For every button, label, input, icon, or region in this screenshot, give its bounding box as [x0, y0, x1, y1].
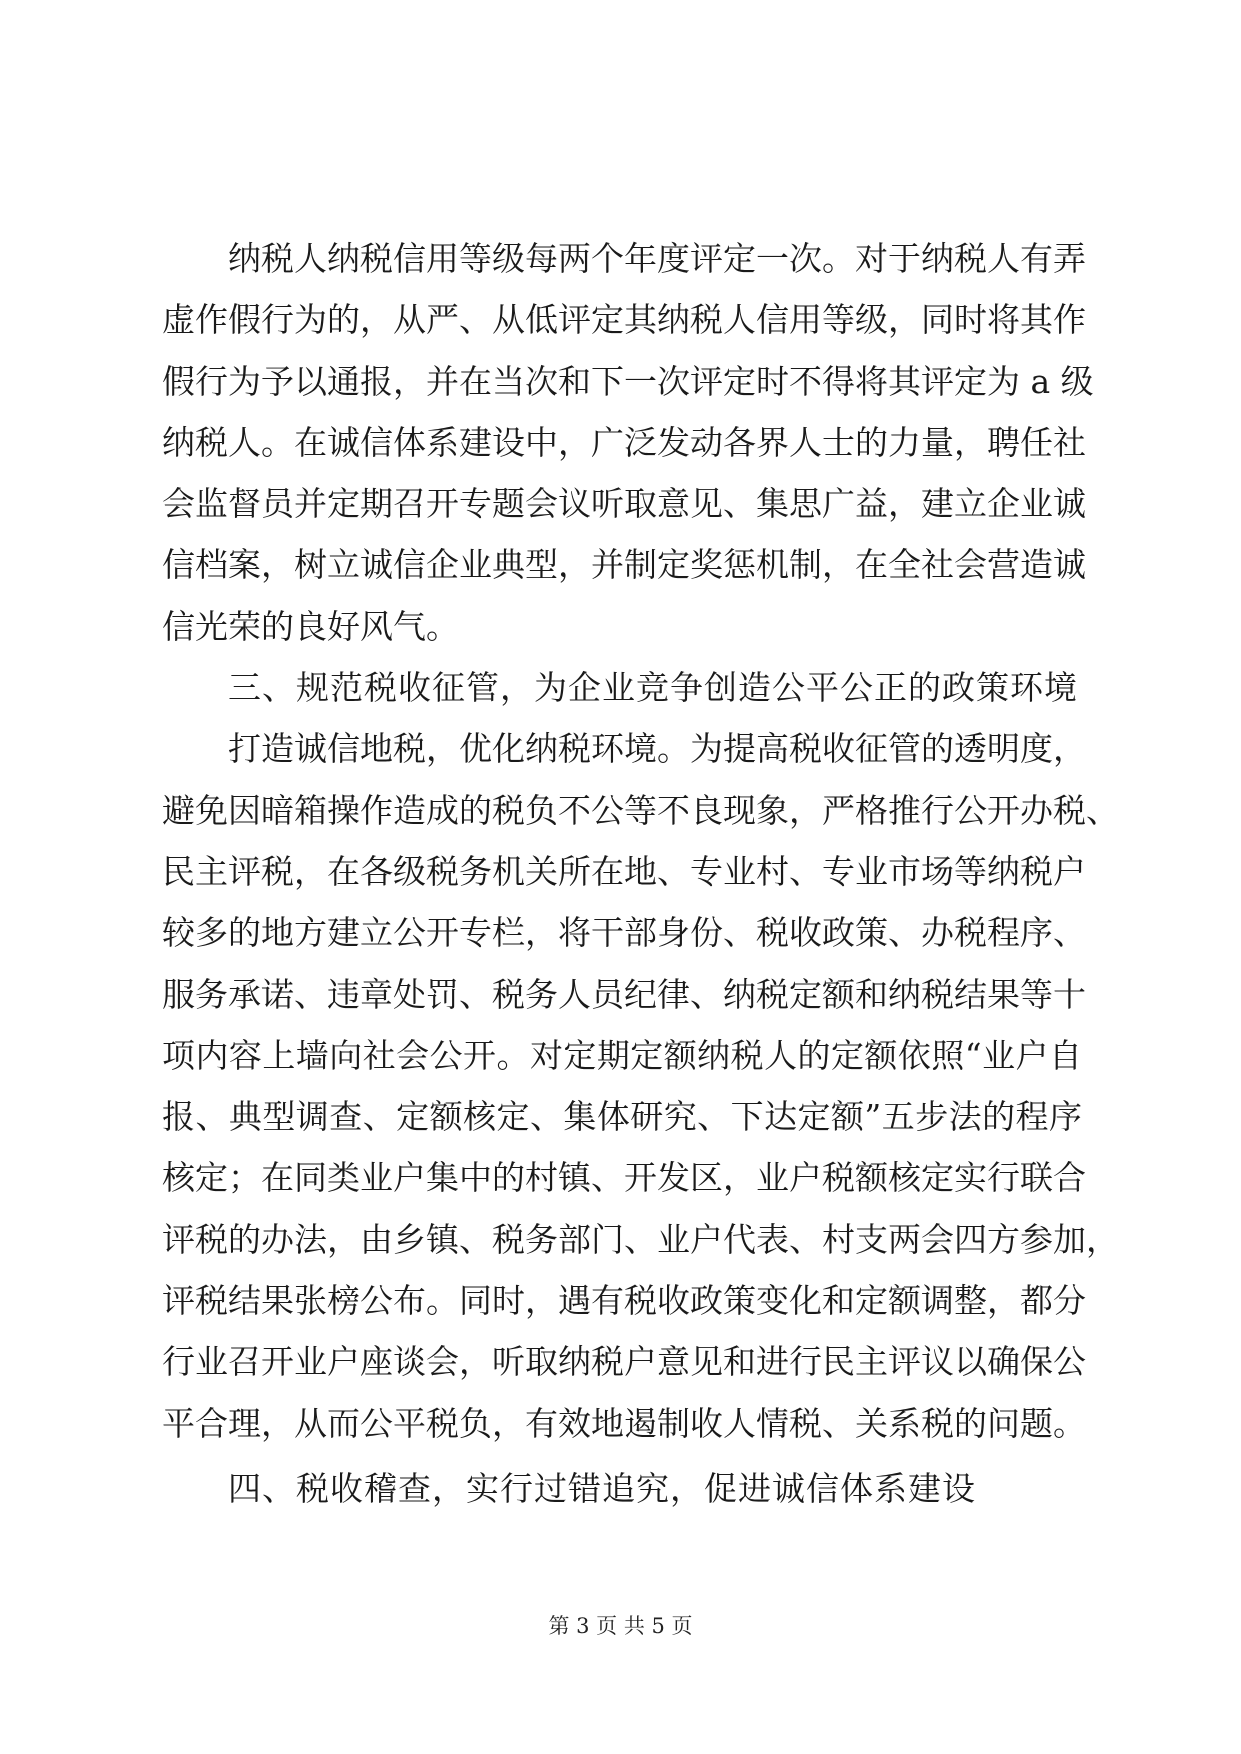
text-line: 信档案，树立诚信企业典型，并制定奖惩机制，在全社会营造诚 — [162, 545, 1086, 585]
text-line: 打造诚信地税，优化纳税环境。为提高税收征管的透明度， — [228, 729, 1086, 769]
text-line: 行业召开业户座谈会，听取纳税户意见和进行民主评议以确保公 — [162, 1342, 1086, 1382]
text-line: 会监督员并定期召开专题会议听取意见、集思广益，建立企业诚 — [162, 484, 1086, 524]
section-heading-4: 四、税收稽查，实行过错追究，促进诚信体系建设 — [228, 1468, 976, 1508]
text-line: 评税结果张榜公布。同时，遇有税收政策变化和定额调整，都分 — [162, 1281, 1086, 1321]
text-line: 虚作假行为的，从严、从低评定其纳税人信用等级，同时将其作 — [162, 300, 1086, 340]
text-line: 项内容上墙向社会公开。对定期定额纳税人的定额依照“业户自 — [162, 1035, 1082, 1075]
text-line: 报、典型调查、定额核定、集体研究、下达定额”五步法的程序 — [162, 1097, 1082, 1137]
text-line: 民主评税，在各级税务机关所在地、专业村、专业市场等纳税户 — [162, 851, 1086, 891]
text-line: 核定；在同类业户集中的村镇、开发区，业户税额核定实行联合 — [162, 1158, 1086, 1198]
paragraph-tax-environment — [162, 718, 1119, 1454]
text-line: 较多的地方建立公开专栏，将干部身份、税收政策、办税程序、 — [162, 913, 1086, 953]
section-heading-3: 三、规范税收征管，为企业竞争创造公平公正的政策环境 — [228, 668, 1078, 708]
text-line: 避免因暗箱操作造成的税负不公等不良现象，严格推行公开办税、 — [162, 790, 1119, 830]
text-line: 假行为予以通报，并在当次和下一次评定时不得将其评定为 a 级 — [162, 361, 1094, 401]
text-line: 平合理，从而公平税负，有效地遏制收人情税、关系税的问题。 — [162, 1403, 1086, 1443]
paragraph-credit-rating — [162, 228, 1094, 657]
text-line: 信光荣的良好风气。 — [162, 606, 459, 646]
text-line: 服务承诺、违章处罚、税务人员纪律、纳税定额和纳税结果等十 — [162, 974, 1086, 1014]
page-number-footer: 第 3 页 共 5 页 — [548, 1614, 693, 1638]
text-line: 评税的办法，由乡镇、税务部门、业户代表、村支两会四方参加， — [162, 1219, 1119, 1259]
text-line: 纳税人。在诚信体系建设中，广泛发动各界人士的力量，聘任社 — [162, 422, 1086, 462]
document-body — [162, 228, 1119, 1519]
text-line: 纳税人纳税信用等级每两个年度评定一次。对于纳税人有弄 — [228, 239, 1086, 278]
